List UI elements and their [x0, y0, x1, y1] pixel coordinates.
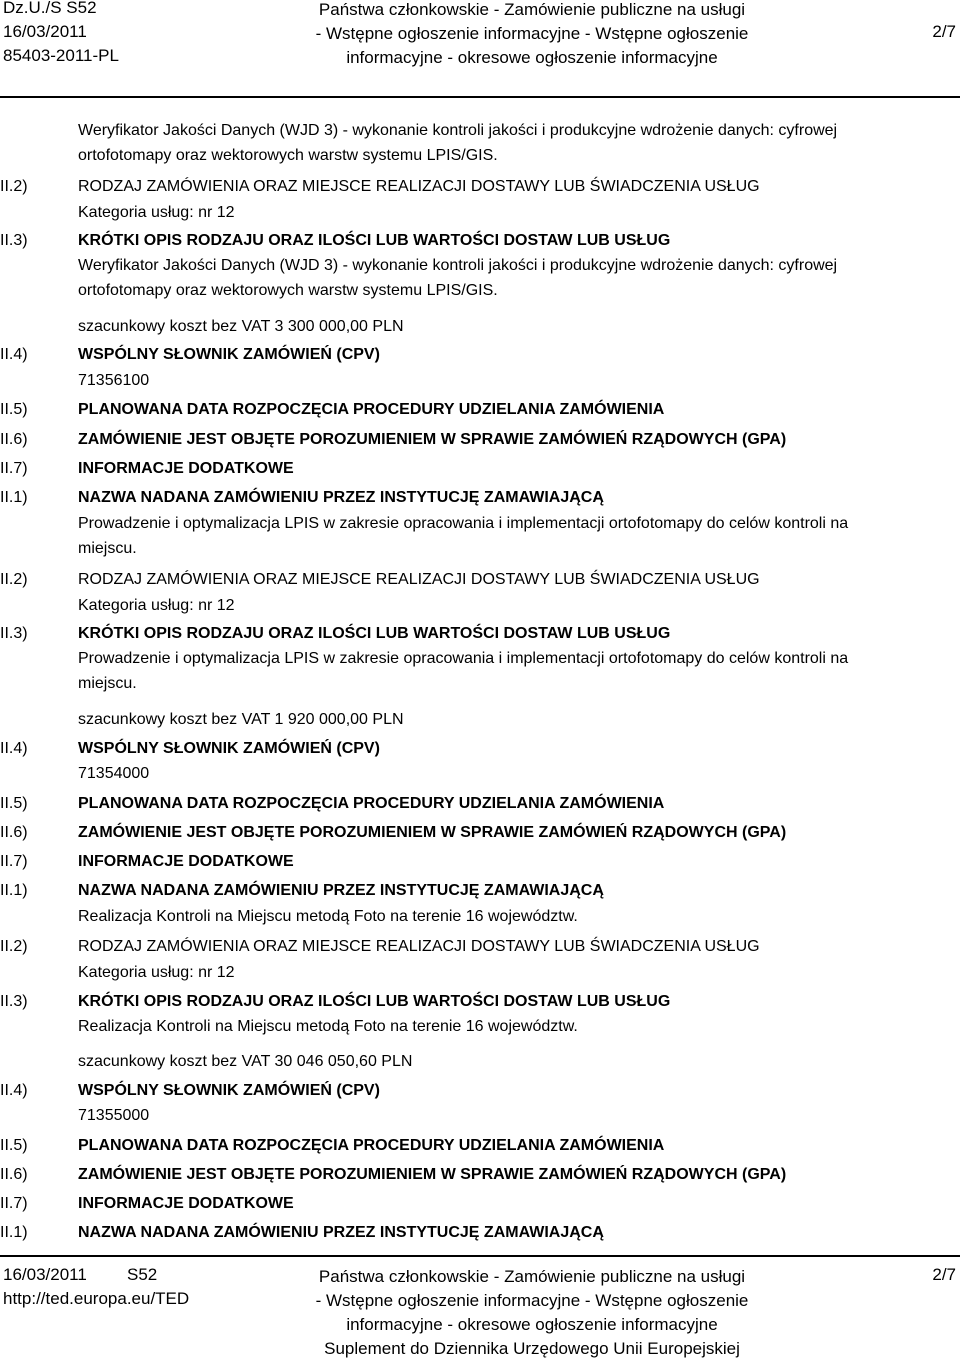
section-number: II.6) [0, 824, 28, 841]
section-number: II.7) [0, 1195, 28, 1212]
section-number: II.3) [0, 232, 28, 249]
section-number: II.4) [0, 740, 28, 757]
lot1-intro-desc-line: Weryfikator Jakości Danych (WJD 3) - wykonanie kontroli jakości i produkcyjne wdrożenie danych: cyfrowej [78, 122, 838, 139]
section-number: II.2) [0, 178, 28, 195]
footer-title-line: informacyjne - okresowe ogłoszenie informacyjne [346, 1315, 718, 1334]
section-heading-nazwa: NAZWA NADANA ZAMÓWIENIU PRZEZ INSTYTUCJĘ ZAMAWIAJĄCĄ [78, 1224, 604, 1241]
section-number: II.3) [0, 625, 28, 642]
footer-url-link[interactable]: http://ted.europa.eu/TED [3, 1289, 190, 1308]
section-number: II.1) [0, 882, 28, 899]
section-number: II.3) [0, 993, 28, 1010]
lot3-title-line: Realizacja Kontroli na Miejscu metodą Foto na terenie 16 województw. [78, 908, 578, 925]
lot2-title-line: Prowadzenie i optymalizacja LPIS w zakresie opracowania i implementacji ortofotomapy do celów kontroli na [78, 515, 849, 532]
lot3-cpv-code: 71355000 [78, 1107, 150, 1124]
section-number: II.6) [0, 431, 28, 448]
section-heading-rodzaj: RODZAJ ZAMÓWIENIA ORAZ MIEJSCE REALIZACJI DOSTAWY LUB ŚWIADCZENIA USŁUG [78, 178, 760, 195]
section-number: II.5) [0, 1137, 28, 1154]
footer-journal: S52 [127, 1265, 158, 1284]
journal-ref: Dz.U./S S52 [3, 0, 97, 17]
category-text: Kategoria usług: nr 12 [78, 964, 235, 981]
footer-title-line: Państwa członkowskie - Zamówienie publiczne na usługi [318, 1267, 746, 1286]
section-heading-date: PLANOWANA DATA ROZPOCZĘCIA PROCEDURY UDZIELANIA ZAMÓWIENIA [78, 401, 665, 418]
section-heading-nazwa: NAZWA NADANA ZAMÓWIENIU PRZEZ INSTYTUCJĘ ZAMAWIAJĄCĄ [78, 882, 604, 899]
section-heading-opis: KRÓTKI OPIS RODZAJU ORAZ ILOŚCI LUB WARTOŚCI DOSTAW LUB USŁUG [78, 625, 671, 642]
lot1-intro-desc-line: ortofotomapy oraz wektorowych warstw systemu LPIS/GIS. [78, 147, 498, 164]
section-heading-gpa: ZAMÓWIENIE JEST OBJĘTE POROZUMIENIEM W SPRAWIE ZAMÓWIEŃ RZĄDOWYCH (GPA) [78, 824, 787, 841]
section-heading-info: INFORMACJE DODATKOWE [78, 460, 294, 477]
header-date: 16/03/2011 [3, 22, 87, 41]
section-number: II.2) [0, 938, 28, 955]
section-number: II.6) [0, 1166, 28, 1183]
section-heading-info: INFORMACJE DODATKOWE [78, 853, 294, 870]
header-title [252, 0, 812, 70]
category-text: Kategoria usług: nr 12 [78, 204, 235, 221]
footer-title [252, 1265, 812, 1361]
section-heading-opis: KRÓTKI OPIS RODZAJU ORAZ ILOŚCI LUB WARTOŚCI DOSTAW LUB USŁUG [78, 232, 671, 249]
section-heading-cpv: WSPÓLNY SŁOWNIK ZAMÓWIEŃ (CPV) [78, 346, 380, 363]
section-number: II.7) [0, 853, 28, 870]
footer-date: 16/03/2011 [3, 1265, 87, 1284]
section-heading-nazwa: NAZWA NADANA ZAMÓWIENIU PRZEZ INSTYTUCJĘ ZAMAWIAJĄCĄ [78, 489, 604, 506]
lot2-cost: szacunkowy koszt bez VAT 1 920 000,00 PLN [78, 711, 404, 728]
section-heading-rodzaj: RODZAJ ZAMÓWIENIA ORAZ MIEJSCE REALIZACJI DOSTAWY LUB ŚWIADCZENIA USŁUG [78, 938, 760, 955]
section-number: II.2) [0, 571, 28, 588]
section-heading-gpa: ZAMÓWIENIE JEST OBJĘTE POROZUMIENIEM W SPRAWIE ZAMÓWIEŃ RZĄDOWYCH (GPA) [78, 1166, 787, 1183]
header-title-line: informacyjne - okresowe ogłoszenie informacyjne [346, 48, 718, 67]
category-text: Kategoria usług: nr 12 [78, 597, 235, 614]
lot2-cpv-code: 71354000 [78, 765, 150, 782]
section-number: II.4) [0, 1082, 28, 1099]
lot3-cost: szacunkowy koszt bez VAT 30 046 050,60 PLN [78, 1053, 413, 1070]
footer-page-number: 2/7 [932, 1265, 956, 1284]
footer-title-line: - Wstępne ogłoszenie informacyjne - Wstępne ogłoszenie [315, 1291, 749, 1310]
section-heading-opis: KRÓTKI OPIS RODZAJU ORAZ ILOŚCI LUB WARTOŚCI DOSTAW LUB USŁUG [78, 993, 671, 1010]
header-divider [0, 96, 960, 98]
notice-ref: 85403-2011-PL [3, 46, 119, 65]
lot1-cost: szacunkowy koszt bez VAT 3 300 000,00 PLN [78, 318, 404, 335]
lot1-desc-line: Weryfikator Jakości Danych (WJD 3) - wykonanie kontroli jakości i produkcyjne wdrożenie danych: cyfrowej [78, 257, 838, 274]
section-heading-date: PLANOWANA DATA ROZPOCZĘCIA PROCEDURY UDZIELANIA ZAMÓWIENIA [78, 795, 665, 812]
section-heading-cpv: WSPÓLNY SŁOWNIK ZAMÓWIEŃ (CPV) [78, 1082, 380, 1099]
section-heading-cpv: WSPÓLNY SŁOWNIK ZAMÓWIEŃ (CPV) [78, 740, 380, 757]
lot2-desc-line: Prowadzenie i optymalizacja LPIS w zakresie opracowania i implementacji ortofotomapy do celów kontroli na [78, 650, 849, 667]
section-number: II.1) [0, 1224, 28, 1241]
footer-title-line: Suplement do Dziennika Urzędowego Unii Europejskiej [324, 1339, 740, 1358]
section-number: II.5) [0, 401, 28, 418]
section-number: II.5) [0, 795, 28, 812]
footer-divider [0, 1255, 960, 1257]
lot1-desc-line: ortofotomapy oraz wektorowych warstw systemu LPIS/GIS. [78, 282, 498, 299]
header-title-line: Państwa członkowskie - Zamówienie publiczne na usługi [318, 0, 746, 19]
section-number: II.4) [0, 346, 28, 363]
lot2-title-line: miejscu. [78, 540, 137, 557]
section-heading-date: PLANOWANA DATA ROZPOCZĘCIA PROCEDURY UDZIELANIA ZAMÓWIENIA [78, 1137, 665, 1154]
header-page-number: 2/7 [932, 22, 956, 41]
lot1-cpv-code: 71356100 [78, 372, 150, 389]
lot2-desc-line: miejscu. [78, 675, 137, 692]
section-number: II.7) [0, 460, 28, 477]
section-number: II.1) [0, 489, 28, 506]
section-heading-gpa: ZAMÓWIENIE JEST OBJĘTE POROZUMIENIEM W SPRAWIE ZAMÓWIEŃ RZĄDOWYCH (GPA) [78, 431, 787, 448]
lot3-desc-line: Realizacja Kontroli na Miejscu metodą Foto na terenie 16 województw. [78, 1018, 578, 1035]
section-heading-info: INFORMACJE DODATKOWE [78, 1195, 294, 1212]
header-title-line: - Wstępne ogłoszenie informacyjne - Wstępne ogłoszenie [315, 24, 749, 43]
section-heading-rodzaj: RODZAJ ZAMÓWIENIA ORAZ MIEJSCE REALIZACJI DOSTAWY LUB ŚWIADCZENIA USŁUG [78, 571, 760, 588]
